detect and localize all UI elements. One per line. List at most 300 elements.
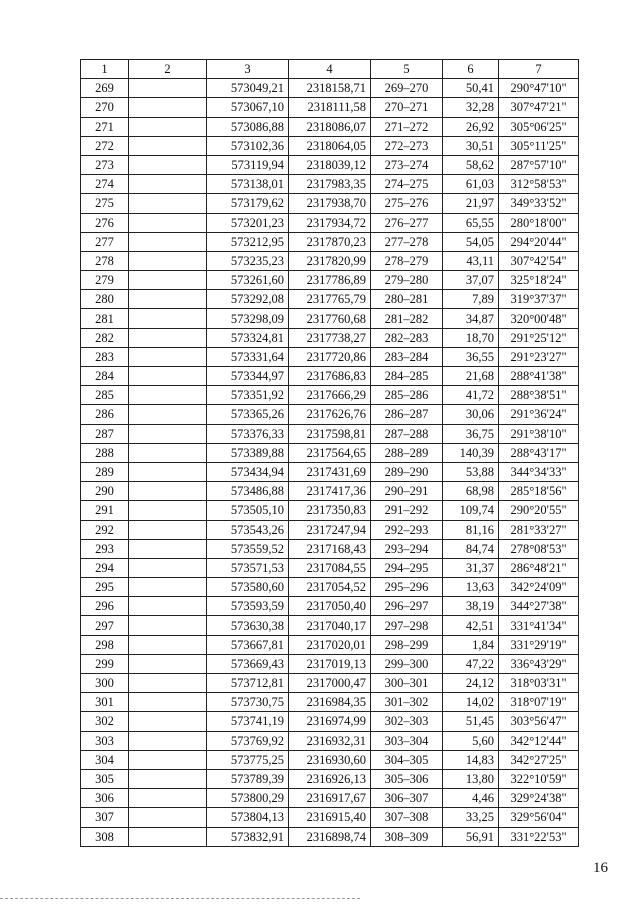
cell-y-coordinate: 2316926,13: [289, 769, 371, 788]
cell-point-number: 303: [81, 731, 129, 750]
cell-x-coordinate: 573201,23: [207, 213, 289, 232]
cell-point-number: 277: [81, 232, 129, 251]
cell-segment: 306–307: [371, 789, 443, 808]
cell-bearing: 291°25'12": [499, 328, 579, 347]
cell-length: 13,63: [443, 578, 499, 597]
cell-length: 34,87: [443, 309, 499, 328]
cell-bearing: 303°56'47": [499, 712, 579, 731]
table-row: [81, 808, 579, 827]
cell-point-number: 284: [81, 367, 129, 386]
cell-note: [129, 827, 207, 846]
cell-bearing: 318°03'31": [499, 674, 579, 693]
cell-x-coordinate: 573712,81: [207, 674, 289, 693]
cell-x-coordinate: 573086,88: [207, 117, 289, 136]
cell-length: 41,72: [443, 386, 499, 405]
cell-note: [129, 424, 207, 443]
cell-length: 37,07: [443, 271, 499, 290]
cell-y-coordinate: 2317040,17: [289, 616, 371, 635]
cell-point-number: 285: [81, 386, 129, 405]
cell-x-coordinate: 573593,59: [207, 597, 289, 616]
cell-length: 42,51: [443, 616, 499, 635]
table-row: [81, 443, 579, 462]
cell-y-coordinate: 2318064,05: [289, 136, 371, 155]
cell-segment: 296–297: [371, 597, 443, 616]
cell-bearing: 288°43'17": [499, 443, 579, 462]
cell-length: 31,37: [443, 558, 499, 577]
cell-y-coordinate: 2317417,36: [289, 482, 371, 501]
table-row: [81, 462, 579, 481]
table-row: [81, 405, 579, 424]
cell-y-coordinate: 2317020,01: [289, 635, 371, 654]
cell-bearing: 319°37'37": [499, 290, 579, 309]
cell-point-number: 297: [81, 616, 129, 635]
cell-bearing: 291°36'24": [499, 405, 579, 424]
table-row: [81, 635, 579, 654]
table-row: [81, 616, 579, 635]
cell-note: [129, 194, 207, 213]
cell-point-number: 290: [81, 482, 129, 501]
cell-note: [129, 98, 207, 117]
cell-x-coordinate: 573775,25: [207, 750, 289, 769]
cell-length: 140,39: [443, 443, 499, 462]
table-row: [81, 558, 579, 577]
cell-segment: 307–308: [371, 808, 443, 827]
cell-length: 21,97: [443, 194, 499, 213]
cell-length: 36,55: [443, 347, 499, 366]
cell-segment: 299–300: [371, 654, 443, 673]
cell-x-coordinate: 573049,21: [207, 79, 289, 98]
cell-segment: 277–278: [371, 232, 443, 251]
cell-point-number: 283: [81, 347, 129, 366]
cell-x-coordinate: 573324,81: [207, 328, 289, 347]
cell-point-number: 288: [81, 443, 129, 462]
table-row: [81, 194, 579, 213]
cell-note: [129, 175, 207, 194]
cell-y-coordinate: 2317564,65: [289, 443, 371, 462]
cell-segment: 304–305: [371, 750, 443, 769]
cell-x-coordinate: 573571,53: [207, 558, 289, 577]
cell-x-coordinate: 573667,81: [207, 635, 289, 654]
table-row: [81, 386, 579, 405]
cell-note: [129, 616, 207, 635]
cell-point-number: 273: [81, 155, 129, 174]
cell-length: 54,05: [443, 232, 499, 251]
cell-y-coordinate: 2317000,47: [289, 674, 371, 693]
cell-note: [129, 769, 207, 788]
header-col-3: 3: [207, 60, 289, 79]
cell-bearing: 320°00'48": [499, 309, 579, 328]
cell-bearing: 290°47'10": [499, 79, 579, 98]
cell-bearing: 281°33'27": [499, 520, 579, 539]
cell-length: 32,28: [443, 98, 499, 117]
cell-y-coordinate: 2317598,81: [289, 424, 371, 443]
cell-length: 47,22: [443, 654, 499, 673]
cell-note: [129, 597, 207, 616]
cell-x-coordinate: 573235,23: [207, 251, 289, 270]
table-row: [81, 482, 579, 501]
cell-x-coordinate: 573365,26: [207, 405, 289, 424]
table-row: [81, 539, 579, 558]
cell-point-number: 279: [81, 271, 129, 290]
header-col-2: 2: [129, 60, 207, 79]
cell-y-coordinate: 2317054,52: [289, 578, 371, 597]
cell-bearing: 329°56'04": [499, 808, 579, 827]
cell-point-number: 294: [81, 558, 129, 577]
cell-y-coordinate: 2317247,94: [289, 520, 371, 539]
cell-bearing: 322°10'59": [499, 769, 579, 788]
cell-x-coordinate: 573741,19: [207, 712, 289, 731]
cell-note: [129, 539, 207, 558]
cell-segment: 288–289: [371, 443, 443, 462]
cell-note: [129, 520, 207, 539]
cell-segment: 287–288: [371, 424, 443, 443]
cell-point-number: 286: [81, 405, 129, 424]
cell-point-number: 270: [81, 98, 129, 117]
cell-x-coordinate: 573102,36: [207, 136, 289, 155]
cell-y-coordinate: 2317168,43: [289, 539, 371, 558]
cell-length: 84,74: [443, 539, 499, 558]
cell-point-number: 293: [81, 539, 129, 558]
cell-length: 38,19: [443, 597, 499, 616]
table-row: [81, 175, 579, 194]
footer-divider: [0, 898, 360, 899]
cell-x-coordinate: 573331,64: [207, 347, 289, 366]
table-row: [81, 578, 579, 597]
cell-length: 7,89: [443, 290, 499, 309]
cell-segment: 269–270: [371, 79, 443, 98]
cell-x-coordinate: 573067,10: [207, 98, 289, 117]
cell-bearing: 291°38'10": [499, 424, 579, 443]
cell-y-coordinate: 2317666,29: [289, 386, 371, 405]
table-row: [81, 213, 579, 232]
cell-x-coordinate: 573212,95: [207, 232, 289, 251]
cell-y-coordinate: 2316930,60: [289, 750, 371, 769]
cell-bearing: 318°07'19": [499, 693, 579, 712]
cell-bearing: 285°18'56": [499, 482, 579, 501]
cell-y-coordinate: 2316932,31: [289, 731, 371, 750]
cell-segment: 285–286: [371, 386, 443, 405]
cell-bearing: 307°42'54": [499, 251, 579, 270]
cell-y-coordinate: 2317786,89: [289, 271, 371, 290]
cell-length: 65,55: [443, 213, 499, 232]
cell-segment: 284–285: [371, 367, 443, 386]
cell-point-number: 282: [81, 328, 129, 347]
cell-length: 1,84: [443, 635, 499, 654]
cell-point-number: 299: [81, 654, 129, 673]
cell-point-number: 269: [81, 79, 129, 98]
cell-segment: 281–282: [371, 309, 443, 328]
cell-bearing: 344°27'38": [499, 597, 579, 616]
cell-point-number: 272: [81, 136, 129, 155]
cell-note: [129, 405, 207, 424]
cell-y-coordinate: 2317686,83: [289, 367, 371, 386]
cell-y-coordinate: 2318086,07: [289, 117, 371, 136]
cell-note: [129, 693, 207, 712]
cell-segment: 290–291: [371, 482, 443, 501]
cell-bearing: 305°06'25": [499, 117, 579, 136]
cell-point-number: 289: [81, 462, 129, 481]
cell-point-number: 274: [81, 175, 129, 194]
cell-bearing: 336°43'29": [499, 654, 579, 673]
cell-length: 14,83: [443, 750, 499, 769]
cell-x-coordinate: 573344,97: [207, 367, 289, 386]
table-row: [81, 232, 579, 251]
cell-x-coordinate: 573730,75: [207, 693, 289, 712]
table-row: [81, 424, 579, 443]
table-row: [81, 693, 579, 712]
cell-bearing: 280°18'00": [499, 213, 579, 232]
cell-note: [129, 290, 207, 309]
cell-segment: 295–296: [371, 578, 443, 597]
table-row: [81, 367, 579, 386]
cell-bearing: 331°29'19": [499, 635, 579, 654]
cell-note: [129, 136, 207, 155]
cell-length: 43,11: [443, 251, 499, 270]
cell-note: [129, 213, 207, 232]
cell-y-coordinate: 2317765,79: [289, 290, 371, 309]
cell-length: 13,80: [443, 769, 499, 788]
cell-segment: 282–283: [371, 328, 443, 347]
cell-y-coordinate: 2317084,55: [289, 558, 371, 577]
cell-segment: 276–277: [371, 213, 443, 232]
table-row: [81, 769, 579, 788]
cell-point-number: 307: [81, 808, 129, 827]
table-row: [81, 654, 579, 673]
cell-x-coordinate: 573832,91: [207, 827, 289, 846]
cell-segment: 270–271: [371, 98, 443, 117]
cell-y-coordinate: 2316898,74: [289, 827, 371, 846]
cell-segment: 291–292: [371, 501, 443, 520]
cell-note: [129, 367, 207, 386]
cell-note: [129, 578, 207, 597]
cell-bearing: 307°47'21": [499, 98, 579, 117]
cell-x-coordinate: 573179,62: [207, 194, 289, 213]
cell-x-coordinate: 573559,52: [207, 539, 289, 558]
cell-point-number: 292: [81, 520, 129, 539]
cell-y-coordinate: 2316915,40: [289, 808, 371, 827]
cell-point-number: 305: [81, 769, 129, 788]
cell-length: 24,12: [443, 674, 499, 693]
cell-note: [129, 117, 207, 136]
cell-segment: 278–279: [371, 251, 443, 270]
header-row: [81, 60, 579, 79]
cell-bearing: 342°12'44": [499, 731, 579, 750]
cell-segment: 294–295: [371, 558, 443, 577]
cell-length: 5,60: [443, 731, 499, 750]
header-col-7: 7: [499, 60, 579, 79]
cell-point-number: 296: [81, 597, 129, 616]
cell-bearing: 331°41'34": [499, 616, 579, 635]
cell-segment: 275–276: [371, 194, 443, 213]
cell-bearing: 305°11'25": [499, 136, 579, 155]
cell-point-number: 275: [81, 194, 129, 213]
table-row: [81, 731, 579, 750]
cell-bearing: 312°58'53": [499, 175, 579, 194]
cell-segment: 274–275: [371, 175, 443, 194]
cell-point-number: 276: [81, 213, 129, 232]
cell-bearing: 287°57'10": [499, 155, 579, 174]
cell-note: [129, 328, 207, 347]
cell-note: [129, 462, 207, 481]
table-row: [81, 501, 579, 520]
cell-point-number: 302: [81, 712, 129, 731]
table-row: [81, 520, 579, 539]
cell-point-number: 300: [81, 674, 129, 693]
cell-x-coordinate: 573669,43: [207, 654, 289, 673]
cell-segment: 308–309: [371, 827, 443, 846]
cell-bearing: 286°48'21": [499, 558, 579, 577]
page-number: 16: [593, 860, 608, 876]
cell-y-coordinate: 2317431,69: [289, 462, 371, 481]
cell-segment: 298–299: [371, 635, 443, 654]
table-row: [81, 309, 579, 328]
table-header: [81, 60, 579, 79]
cell-bearing: 344°34'33": [499, 462, 579, 481]
cell-x-coordinate: 573119,94: [207, 155, 289, 174]
cell-segment: 279–280: [371, 271, 443, 290]
cell-point-number: 295: [81, 578, 129, 597]
table-row: [81, 117, 579, 136]
cell-note: [129, 558, 207, 577]
cell-note: [129, 808, 207, 827]
cell-segment: 293–294: [371, 539, 443, 558]
cell-x-coordinate: 573389,88: [207, 443, 289, 462]
table-row: [81, 674, 579, 693]
cell-x-coordinate: 573434,94: [207, 462, 289, 481]
cell-point-number: 306: [81, 789, 129, 808]
cell-length: 68,98: [443, 482, 499, 501]
cell-segment: 302–303: [371, 712, 443, 731]
cell-bearing: 288°38'51": [499, 386, 579, 405]
cell-note: [129, 731, 207, 750]
cell-note: [129, 501, 207, 520]
cell-y-coordinate: 2317019,13: [289, 654, 371, 673]
cell-y-coordinate: 2317934,72: [289, 213, 371, 232]
table-row: [81, 597, 579, 616]
header-col-4: 4: [289, 60, 371, 79]
cell-segment: 305–306: [371, 769, 443, 788]
header-col-1: 1: [81, 60, 129, 79]
cell-x-coordinate: 573543,26: [207, 520, 289, 539]
cell-length: 4,46: [443, 789, 499, 808]
cell-segment: 301–302: [371, 693, 443, 712]
table-row: [81, 79, 579, 98]
cell-length: 33,25: [443, 808, 499, 827]
cell-x-coordinate: 573292,08: [207, 290, 289, 309]
table-row: [81, 251, 579, 270]
cell-note: [129, 386, 207, 405]
cell-point-number: 271: [81, 117, 129, 136]
cell-length: 109,74: [443, 501, 499, 520]
table-row: [81, 712, 579, 731]
cell-bearing: 325°18'24": [499, 271, 579, 290]
table-row: [81, 328, 579, 347]
cell-note: [129, 712, 207, 731]
cell-bearing: 288°41'38": [499, 367, 579, 386]
cell-note: [129, 635, 207, 654]
header-col-6: 6: [443, 60, 499, 79]
cell-segment: 297–298: [371, 616, 443, 635]
cell-length: 51,45: [443, 712, 499, 731]
cell-point-number: 287: [81, 424, 129, 443]
cell-y-coordinate: 2317626,76: [289, 405, 371, 424]
cell-length: 30,06: [443, 405, 499, 424]
cell-note: [129, 482, 207, 501]
cell-x-coordinate: 573580,60: [207, 578, 289, 597]
cell-y-coordinate: 2316984,35: [289, 693, 371, 712]
cell-x-coordinate: 573789,39: [207, 769, 289, 788]
cell-x-coordinate: 573800,29: [207, 789, 289, 808]
cell-x-coordinate: 573769,92: [207, 731, 289, 750]
cell-segment: 280–281: [371, 290, 443, 309]
cell-x-coordinate: 573138,01: [207, 175, 289, 194]
cell-length: 53,88: [443, 462, 499, 481]
cell-point-number: 291: [81, 501, 129, 520]
cell-note: [129, 232, 207, 251]
cell-length: 56,91: [443, 827, 499, 846]
cell-x-coordinate: 573261,60: [207, 271, 289, 290]
cell-length: 50,41: [443, 79, 499, 98]
cell-segment: 292–293: [371, 520, 443, 539]
cell-point-number: 298: [81, 635, 129, 654]
cell-point-number: 301: [81, 693, 129, 712]
cell-x-coordinate: 573630,38: [207, 616, 289, 635]
cell-x-coordinate: 573505,10: [207, 501, 289, 520]
cell-x-coordinate: 573486,88: [207, 482, 289, 501]
table-row: [81, 347, 579, 366]
cell-segment: 303–304: [371, 731, 443, 750]
cell-segment: 300–301: [371, 674, 443, 693]
cell-length: 21,68: [443, 367, 499, 386]
cell-length: 36,75: [443, 424, 499, 443]
cell-segment: 272–273: [371, 136, 443, 155]
cell-segment: 271–272: [371, 117, 443, 136]
cell-note: [129, 155, 207, 174]
cell-segment: 286–287: [371, 405, 443, 424]
cell-note: [129, 750, 207, 769]
table-row: [81, 750, 579, 769]
cell-x-coordinate: 573804,13: [207, 808, 289, 827]
cell-y-coordinate: 2318111,58: [289, 98, 371, 117]
cell-y-coordinate: 2316974,99: [289, 712, 371, 731]
cell-x-coordinate: 573351,92: [207, 386, 289, 405]
table-row: [81, 136, 579, 155]
cell-note: [129, 347, 207, 366]
cell-bearing: 291°23'27": [499, 347, 579, 366]
cell-bearing: 349°33'52": [499, 194, 579, 213]
cell-bearing: 290°20'55": [499, 501, 579, 520]
cell-length: 14,02: [443, 693, 499, 712]
cell-segment: 289–290: [371, 462, 443, 481]
cell-segment: 273–274: [371, 155, 443, 174]
cell-segment: 283–284: [371, 347, 443, 366]
cell-note: [129, 654, 207, 673]
cell-x-coordinate: 573376,33: [207, 424, 289, 443]
table-row: [81, 98, 579, 117]
cell-note: [129, 271, 207, 290]
cell-y-coordinate: 2317350,83: [289, 501, 371, 520]
cell-y-coordinate: 2318039,12: [289, 155, 371, 174]
cell-point-number: 278: [81, 251, 129, 270]
coordinates-table: [80, 59, 579, 847]
table-body: [81, 79, 579, 847]
cell-y-coordinate: 2317938,70: [289, 194, 371, 213]
cell-point-number: 304: [81, 750, 129, 769]
cell-y-coordinate: 2316917,67: [289, 789, 371, 808]
cell-length: 18,70: [443, 328, 499, 347]
cell-y-coordinate: 2317820,99: [289, 251, 371, 270]
cell-point-number: 281: [81, 309, 129, 328]
